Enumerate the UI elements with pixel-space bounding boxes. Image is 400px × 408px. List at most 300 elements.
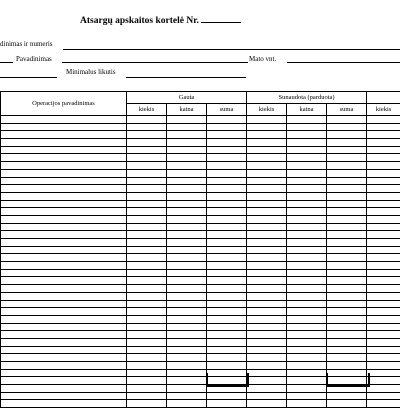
table-cell[interactable]: [247, 246, 287, 254]
table-cell[interactable]: [327, 346, 367, 354]
table-cell[interactable]: [207, 285, 247, 293]
unit-field-line[interactable]: [287, 62, 400, 63]
title-number-blank[interactable]: [201, 14, 241, 23]
table-cell[interactable]: [327, 269, 367, 277]
table-cell[interactable]: [167, 308, 207, 316]
table-cell[interactable]: [127, 246, 167, 254]
table-cell[interactable]: [247, 323, 287, 331]
table-cell[interactable]: [247, 300, 287, 308]
table-cell[interactable]: [127, 116, 167, 124]
table-cell[interactable]: [327, 208, 367, 216]
table-cell[interactable]: [127, 162, 167, 170]
table-cell[interactable]: [287, 223, 327, 231]
table-cell[interactable]: [127, 315, 167, 323]
table-cell[interactable]: [367, 262, 400, 270]
code-short-line[interactable]: [0, 62, 13, 63]
table-cell[interactable]: [287, 392, 327, 400]
table-cell[interactable]: [127, 377, 167, 385]
table-cell[interactable]: [207, 315, 247, 323]
table-cell[interactable]: [127, 177, 167, 185]
table-cell[interactable]: [1, 400, 127, 408]
table-cell[interactable]: [127, 346, 167, 354]
table-cell[interactable]: [327, 362, 367, 370]
table-cell[interactable]: [1, 246, 127, 254]
table-cell[interactable]: [207, 139, 247, 147]
table-cell[interactable]: [287, 231, 327, 239]
table-cell[interactable]: [127, 223, 167, 231]
table-cell[interactable]: [127, 331, 167, 339]
table-cell[interactable]: [247, 315, 287, 323]
table-cell[interactable]: [287, 262, 327, 270]
table-cell[interactable]: [367, 346, 400, 354]
table-cell[interactable]: [127, 292, 167, 300]
table-cell[interactable]: [1, 200, 127, 208]
table-cell[interactable]: [287, 116, 327, 124]
table-cell[interactable]: [327, 169, 367, 177]
table-cell[interactable]: [327, 254, 367, 262]
table-cell[interactable]: [367, 215, 400, 223]
table-cell[interactable]: [247, 208, 287, 216]
minimum-field-line[interactable]: [126, 77, 246, 78]
table-cell[interactable]: [1, 392, 127, 400]
table-cell[interactable]: [1, 123, 127, 131]
table-cell[interactable]: [367, 392, 400, 400]
table-cell[interactable]: [207, 269, 247, 277]
table-cell[interactable]: [367, 139, 400, 147]
table-cell[interactable]: [367, 246, 400, 254]
table-cell[interactable]: [247, 139, 287, 147]
table-cell[interactable]: [207, 169, 247, 177]
table-cell[interactable]: [207, 300, 247, 308]
table-cell[interactable]: [207, 162, 247, 170]
table-cell[interactable]: [327, 300, 367, 308]
table-cell[interactable]: [1, 323, 127, 331]
table-cell[interactable]: [127, 323, 167, 331]
table-cell[interactable]: [287, 192, 327, 200]
table-cell[interactable]: [327, 338, 367, 346]
table-cell[interactable]: [247, 254, 287, 262]
table-cell[interactable]: [1, 239, 127, 247]
table-cell[interactable]: [207, 223, 247, 231]
table-cell[interactable]: [287, 162, 327, 170]
table-cell[interactable]: [167, 346, 207, 354]
table-cell[interactable]: [127, 169, 167, 177]
table-cell[interactable]: [1, 331, 127, 339]
table-cell[interactable]: [1, 139, 127, 147]
table-cell[interactable]: [287, 331, 327, 339]
table-cell[interactable]: [327, 315, 367, 323]
table-cell[interactable]: [327, 200, 367, 208]
table-cell[interactable]: [167, 262, 207, 270]
table-cell[interactable]: [247, 262, 287, 270]
table-cell[interactable]: [247, 231, 287, 239]
table-cell[interactable]: [167, 354, 207, 362]
table-cell[interactable]: [167, 246, 207, 254]
table-cell[interactable]: [327, 139, 367, 147]
table-cell[interactable]: [167, 392, 207, 400]
table-cell[interactable]: [247, 338, 287, 346]
table-cell[interactable]: [287, 377, 327, 385]
table-cell[interactable]: [127, 362, 167, 370]
table-cell[interactable]: [287, 254, 327, 262]
table-cell[interactable]: [247, 123, 287, 131]
table-cell[interactable]: [327, 146, 367, 154]
table-cell[interactable]: [287, 323, 327, 331]
table-cell[interactable]: [247, 177, 287, 185]
table-cell[interactable]: [327, 239, 367, 247]
table-cell[interactable]: [167, 231, 207, 239]
minimum-short-line[interactable]: [0, 77, 57, 78]
table-cell[interactable]: [287, 346, 327, 354]
table-cell[interactable]: [207, 146, 247, 154]
table-cell[interactable]: [167, 162, 207, 170]
table-cell[interactable]: [1, 285, 127, 293]
table-cell[interactable]: [1, 169, 127, 177]
table-cell[interactable]: [1, 223, 127, 231]
table-cell[interactable]: [167, 300, 207, 308]
table-cell[interactable]: [287, 177, 327, 185]
table-cell[interactable]: [207, 400, 247, 408]
table-cell[interactable]: [167, 169, 207, 177]
table-cell[interactable]: [327, 177, 367, 185]
table-cell[interactable]: [287, 131, 327, 139]
table-cell[interactable]: [1, 154, 127, 162]
table-cell[interactable]: [127, 254, 167, 262]
table-cell[interactable]: [327, 162, 367, 170]
table-cell[interactable]: [127, 285, 167, 293]
table-cell[interactable]: [127, 123, 167, 131]
table-cell[interactable]: [167, 292, 207, 300]
table-cell[interactable]: [207, 323, 247, 331]
table-cell[interactable]: [167, 177, 207, 185]
table-cell[interactable]: [327, 262, 367, 270]
table-cell[interactable]: [327, 246, 367, 254]
table-cell[interactable]: [367, 354, 400, 362]
table-cell[interactable]: [127, 277, 167, 285]
table-cell[interactable]: [367, 154, 400, 162]
table-cell[interactable]: [327, 308, 367, 316]
table-cell[interactable]: [127, 146, 167, 154]
table-cell[interactable]: [167, 362, 207, 370]
table-cell[interactable]: [367, 239, 400, 247]
table-cell[interactable]: [367, 116, 400, 124]
table-cell[interactable]: [127, 192, 167, 200]
table-cell[interactable]: [207, 154, 247, 162]
table-cell[interactable]: [167, 254, 207, 262]
used-total-box[interactable]: [326, 373, 370, 387]
table-cell[interactable]: [247, 292, 287, 300]
table-cell[interactable]: [287, 400, 327, 408]
table-cell[interactable]: [247, 346, 287, 354]
table-cell[interactable]: [207, 392, 247, 400]
table-cell[interactable]: [247, 192, 287, 200]
table-cell[interactable]: [367, 369, 400, 377]
table-cell[interactable]: [247, 162, 287, 170]
table-cell[interactable]: [327, 223, 367, 231]
table-cell[interactable]: [167, 215, 207, 223]
table-cell[interactable]: [127, 369, 167, 377]
table-cell[interactable]: [1, 354, 127, 362]
table-cell[interactable]: [287, 239, 327, 247]
table-cell[interactable]: [247, 369, 287, 377]
table-cell[interactable]: [127, 300, 167, 308]
table-cell[interactable]: [207, 277, 247, 285]
table-cell[interactable]: [327, 392, 367, 400]
table-cell[interactable]: [167, 400, 207, 408]
table-cell[interactable]: [367, 192, 400, 200]
table-cell[interactable]: [247, 239, 287, 247]
table-cell[interactable]: [247, 400, 287, 408]
table-cell[interactable]: [127, 338, 167, 346]
table-cell[interactable]: [367, 146, 400, 154]
table-cell[interactable]: [367, 177, 400, 185]
table-cell[interactable]: [1, 192, 127, 200]
table-cell[interactable]: [1, 362, 127, 370]
received-total-box[interactable]: [206, 373, 249, 387]
table-cell[interactable]: [287, 185, 327, 193]
table-cell[interactable]: [167, 277, 207, 285]
table-cell[interactable]: [287, 200, 327, 208]
table-cell[interactable]: [207, 131, 247, 139]
table-cell[interactable]: [287, 385, 327, 393]
table-cell[interactable]: [167, 285, 207, 293]
table-cell[interactable]: [207, 331, 247, 339]
table-cell[interactable]: [1, 300, 127, 308]
table-cell[interactable]: [247, 131, 287, 139]
table-cell[interactable]: [167, 331, 207, 339]
table-cell[interactable]: [287, 169, 327, 177]
table-cell[interactable]: [1, 262, 127, 270]
table-cell[interactable]: [367, 300, 400, 308]
table-cell[interactable]: [367, 223, 400, 231]
table-cell[interactable]: [1, 385, 127, 393]
table-cell[interactable]: [1, 185, 127, 193]
table-cell[interactable]: [287, 308, 327, 316]
table-cell[interactable]: [247, 185, 287, 193]
table-cell[interactable]: [367, 169, 400, 177]
table-cell[interactable]: [287, 269, 327, 277]
table-cell[interactable]: [167, 385, 207, 393]
table-cell[interactable]: [127, 185, 167, 193]
table-cell[interactable]: [287, 292, 327, 300]
table-cell[interactable]: [1, 369, 127, 377]
table-cell[interactable]: [287, 154, 327, 162]
table-cell[interactable]: [1, 231, 127, 239]
table-cell[interactable]: [327, 354, 367, 362]
table-cell[interactable]: [207, 254, 247, 262]
table-cell[interactable]: [1, 208, 127, 216]
table-cell[interactable]: [287, 215, 327, 223]
table-cell[interactable]: [367, 400, 400, 408]
table-cell[interactable]: [207, 246, 247, 254]
table-cell[interactable]: [247, 223, 287, 231]
table-cell[interactable]: [247, 200, 287, 208]
table-cell[interactable]: [247, 392, 287, 400]
table-cell[interactable]: [167, 377, 207, 385]
table-cell[interactable]: [247, 385, 287, 393]
table-cell[interactable]: [327, 277, 367, 285]
table-cell[interactable]: [367, 277, 400, 285]
table-cell[interactable]: [1, 146, 127, 154]
table-cell[interactable]: [327, 154, 367, 162]
table-cell[interactable]: [327, 192, 367, 200]
table-cell[interactable]: [167, 154, 207, 162]
table-cell[interactable]: [167, 200, 207, 208]
table-cell[interactable]: [127, 231, 167, 239]
table-cell[interactable]: [327, 331, 367, 339]
table-cell[interactable]: [247, 146, 287, 154]
table-cell[interactable]: [207, 338, 247, 346]
table-cell[interactable]: [327, 292, 367, 300]
table-cell[interactable]: [287, 277, 327, 285]
table-cell[interactable]: [367, 162, 400, 170]
table-cell[interactable]: [207, 239, 247, 247]
table-cell[interactable]: [207, 231, 247, 239]
table-cell[interactable]: [327, 400, 367, 408]
table-cell[interactable]: [167, 323, 207, 331]
table-cell[interactable]: [127, 354, 167, 362]
table-cell[interactable]: [247, 331, 287, 339]
table-cell[interactable]: [247, 169, 287, 177]
table-cell[interactable]: [167, 269, 207, 277]
table-cell[interactable]: [207, 185, 247, 193]
table-cell[interactable]: [127, 262, 167, 270]
name-field-line[interactable]: [62, 62, 248, 63]
table-cell[interactable]: [287, 354, 327, 362]
table-cell[interactable]: [167, 239, 207, 247]
table-cell[interactable]: [327, 185, 367, 193]
table-cell[interactable]: [327, 123, 367, 131]
table-cell[interactable]: [327, 131, 367, 139]
table-cell[interactable]: [1, 269, 127, 277]
table-cell[interactable]: [207, 208, 247, 216]
table-cell[interactable]: [1, 177, 127, 185]
table-cell[interactable]: [287, 146, 327, 154]
table-cell[interactable]: [167, 315, 207, 323]
table-cell[interactable]: [367, 362, 400, 370]
table-cell[interactable]: [367, 200, 400, 208]
table-cell[interactable]: [367, 315, 400, 323]
table-cell[interactable]: [287, 338, 327, 346]
table-cell[interactable]: [1, 162, 127, 170]
table-cell[interactable]: [127, 269, 167, 277]
table-cell[interactable]: [207, 292, 247, 300]
table-cell[interactable]: [167, 208, 207, 216]
table-cell[interactable]: [167, 139, 207, 147]
table-cell[interactable]: [127, 154, 167, 162]
table-cell[interactable]: [127, 131, 167, 139]
table-cell[interactable]: [247, 269, 287, 277]
table-cell[interactable]: [367, 338, 400, 346]
table-cell[interactable]: [1, 131, 127, 139]
table-cell[interactable]: [247, 116, 287, 124]
table-cell[interactable]: [367, 185, 400, 193]
table-cell[interactable]: [1, 254, 127, 262]
table-cell[interactable]: [1, 116, 127, 124]
table-cell[interactable]: [367, 285, 400, 293]
table-cell[interactable]: [247, 277, 287, 285]
table-cell[interactable]: [207, 346, 247, 354]
table-cell[interactable]: [367, 208, 400, 216]
table-cell[interactable]: [287, 315, 327, 323]
table-cell[interactable]: [287, 246, 327, 254]
table-cell[interactable]: [287, 285, 327, 293]
table-cell[interactable]: [287, 362, 327, 370]
table-cell[interactable]: [207, 200, 247, 208]
table-cell[interactable]: [367, 308, 400, 316]
table-cell[interactable]: [207, 215, 247, 223]
table-cell[interactable]: [207, 362, 247, 370]
table-cell[interactable]: [367, 269, 400, 277]
table-cell[interactable]: [367, 123, 400, 131]
table-cell[interactable]: [207, 116, 247, 124]
table-cell[interactable]: [247, 377, 287, 385]
table-cell[interactable]: [1, 292, 127, 300]
table-cell[interactable]: [367, 254, 400, 262]
table-cell[interactable]: [327, 231, 367, 239]
table-cell[interactable]: [247, 354, 287, 362]
table-cell[interactable]: [367, 323, 400, 331]
table-cell[interactable]: [247, 362, 287, 370]
table-cell[interactable]: [287, 123, 327, 131]
table-cell[interactable]: [167, 116, 207, 124]
table-cell[interactable]: [247, 308, 287, 316]
table-cell[interactable]: [207, 354, 247, 362]
table-cell[interactable]: [367, 292, 400, 300]
table-cell[interactable]: [327, 285, 367, 293]
table-cell[interactable]: [247, 215, 287, 223]
table-cell[interactable]: [167, 338, 207, 346]
table-cell[interactable]: [127, 239, 167, 247]
table-cell[interactable]: [127, 215, 167, 223]
table-cell[interactable]: [367, 385, 400, 393]
table-cell[interactable]: [247, 154, 287, 162]
table-cell[interactable]: [367, 377, 400, 385]
table-cell[interactable]: [287, 300, 327, 308]
table-cell[interactable]: [367, 331, 400, 339]
table-cell[interactable]: [1, 308, 127, 316]
table-cell[interactable]: [327, 116, 367, 124]
table-cell[interactable]: [207, 177, 247, 185]
table-cell[interactable]: [167, 369, 207, 377]
table-cell[interactable]: [287, 369, 327, 377]
table-cell[interactable]: [127, 385, 167, 393]
table-cell[interactable]: [167, 185, 207, 193]
table-cell[interactable]: [167, 131, 207, 139]
table-cell[interactable]: [287, 139, 327, 147]
table-cell[interactable]: [127, 200, 167, 208]
table-cell[interactable]: [247, 285, 287, 293]
table-cell[interactable]: [1, 338, 127, 346]
table-cell[interactable]: [1, 315, 127, 323]
table-cell[interactable]: [1, 215, 127, 223]
table-cell[interactable]: [207, 308, 247, 316]
table-cell[interactable]: [207, 262, 247, 270]
table-cell[interactable]: [127, 139, 167, 147]
table-cell[interactable]: [127, 392, 167, 400]
code-field-line[interactable]: [63, 49, 400, 50]
table-cell[interactable]: [167, 223, 207, 231]
table-cell[interactable]: [207, 192, 247, 200]
table-cell[interactable]: [167, 146, 207, 154]
table-cell[interactable]: [167, 123, 207, 131]
table-cell[interactable]: [167, 192, 207, 200]
table-cell[interactable]: [287, 208, 327, 216]
table-cell[interactable]: [367, 231, 400, 239]
table-cell[interactable]: [127, 208, 167, 216]
table-cell[interactable]: [207, 123, 247, 131]
table-cell[interactable]: [127, 400, 167, 408]
